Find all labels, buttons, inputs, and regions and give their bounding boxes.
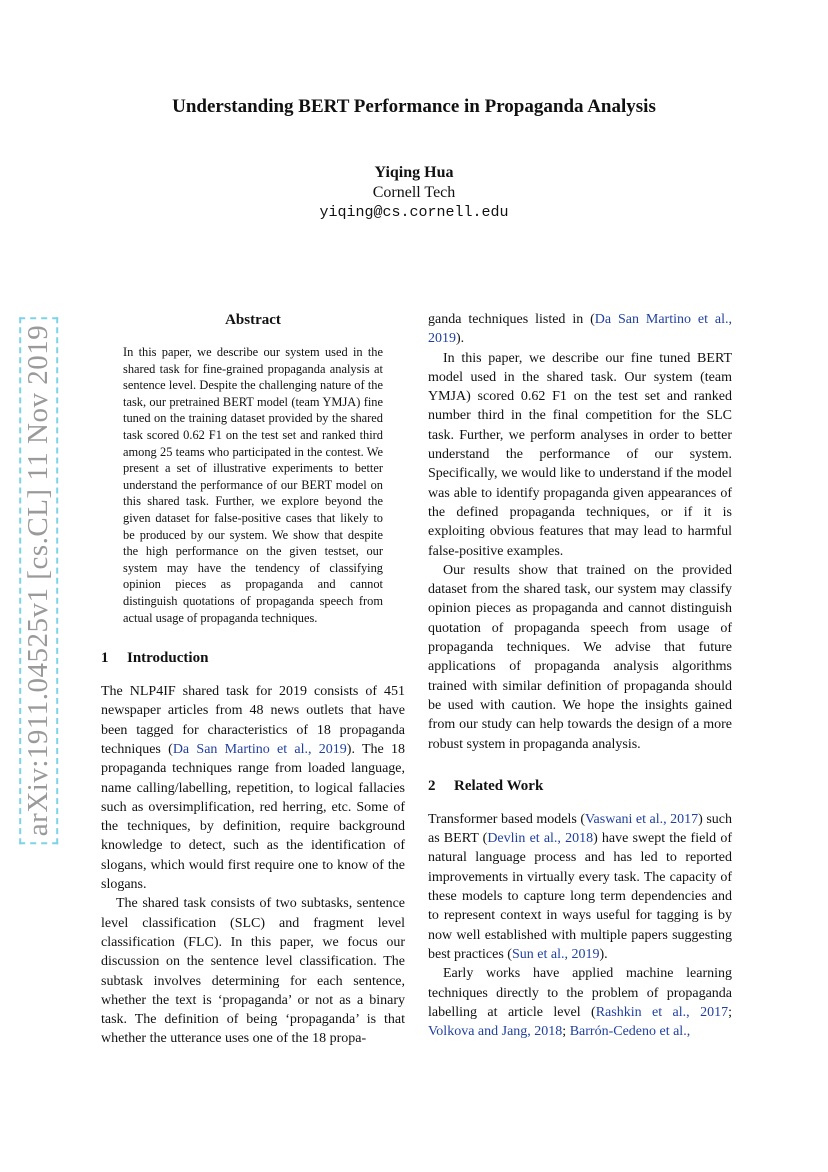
text-span: ).: [599, 946, 608, 962]
abstract-text: In this paper, we describe our system used in the shared task for fine-grained propaganda analysis at sentence level. Despite the challenging nature of the task, our pretrained BERT model (team YMJA) fine tuned on the training dataset provided by the shared task scored 0.62 F1 on the test set and ranked third among 25 teams who participated in the contest. We present a set of illustrative experiments to better understand the performance of our BERT model on this shared task. Further, we explore beyond the given dataset for false-positive cases that likely to be produced by our system. We show that despite the high performance on the given testset, our system may have the tendency of classifying opinion pieces as propaganda and cannot distinguish quotations of propaganda speech from actual usage of propaganda techniques.: [123, 345, 383, 625]
citation-link[interactable]: Sun et al., 2019: [511, 946, 600, 962]
citation-link[interactable]: Vaswani et al., 2017: [584, 811, 699, 827]
text-span: ganda techniques listed in (: [428, 312, 595, 327]
citation-link[interactable]: Da San Martino et al., 2019: [428, 312, 732, 347]
abstract-heading: Abstract: [225, 312, 281, 328]
section-heading-introduction: [101, 648, 405, 668]
related-paragraph-1: [428, 810, 732, 964]
author-block: [0, 163, 828, 223]
author-email: yiqing@cs.cornell.edu: [319, 204, 509, 221]
section-title: Related Work: [454, 777, 544, 794]
section-heading-related-work: [428, 776, 732, 796]
right-column: [428, 310, 732, 1041]
text-span: Early works have applied machine learning techniques directly to the problem of propaganda labelling at article level (: [428, 966, 732, 1020]
text-span: ;: [562, 1024, 570, 1040]
citation-link[interactable]: Da San Martino et al., 2019: [172, 741, 347, 757]
related-paragraph-2: [428, 964, 732, 1041]
author-affiliation: Cornell Tech: [372, 184, 456, 201]
text-span: ). The 18 propaganda techniques range from loaded language, name calling/labelling, repetition, to logical fallacies such as oversimplification, red herring, etc. Some of the techniques, by definition, require background knowledge to detect, such as the identification of slogans, which would first require one to know of the slogans.: [101, 741, 406, 893]
intro-paragraph-5: Our results show that trained on the provided dataset from the shared task, our system may classify opinion pieces as propaganda and cannot distinguish quotation of propaganda speech from usage of propaganda techniques. We advise that future applications of propaganda analysis algorithms trained with similar definition of propaganda should be used with caution. We hope the insights gained from our study can help towards the design of a more robust system in propaganda analysis.: [428, 562, 732, 752]
intro-paragraph-1: [101, 682, 405, 894]
citation-link[interactable]: Barrón-Cedeno et al.,: [569, 1024, 691, 1040]
text-span: The NLP4IF shared task for 2019 consists of 451 newspaper articles from 48 news outlets that have been tagged for characteristics of 18 propaganda techniques (: [101, 684, 405, 757]
author-name: Yiqing Hua: [374, 164, 454, 181]
text-span: ) have swept the field of natural language process and has led to reported improvements in virtually every task. The capacity of these models to capture long term dependencies and to represent context in ways useful for tagging is by now well established with multiple papers suggesting best practices (: [428, 831, 732, 962]
section-title: Introduction: [127, 650, 209, 667]
citation-link[interactable]: Devlin et al., 2018: [487, 831, 594, 847]
text-span: ) such as BERT (: [428, 811, 732, 847]
paper-title: Understanding BERT Performance in Propaganda Analysis: [172, 96, 656, 117]
left-column: [101, 310, 405, 1049]
intro-paragraph-4: In this paper, we describe our fine tuned BERT model used in the shared task. Our system (team YMJA) scored 0.62 F1 on the test set and ranked number third in the final competition for the SLC task. Further, we perform analyses in order to better understand the performance of our system. Specifically, we would like to understand if the model was able to identify propaganda given appearances of the defined propaganda techniques, or if it is exploiting obvious features that may lead to harmful false-positive examples.: [428, 350, 732, 559]
citation-link[interactable]: Rashkin et al., 2017: [595, 1004, 729, 1020]
intro-paragraph-3: [428, 310, 732, 349]
text-span: ).: [456, 331, 465, 347]
section-number: 1: [101, 650, 109, 667]
text-span: ;: [728, 1004, 732, 1020]
section-number: 2: [428, 777, 436, 794]
citation-link[interactable]: Volkova and Jang, 2018: [428, 1024, 563, 1040]
arxiv-id: arXiv:1911.04525v1 [cs.CL] 11 Nov 2019: [20, 316, 59, 843]
text-span: Transformer based models (: [428, 811, 585, 827]
arxiv-stamp: [18, 324, 60, 836]
intro-paragraph-2: The shared task consists of two subtasks, sentence level classification (SLC) and fragment level classification (FLC). In this paper, we focus our discussion on the sentence level classification. The subtask involves determining for each sentence, whether the text is ‘propaganda’ or not as a binary task. The definition of being ‘propaganda’ is that whether the utterance uses one of the 18 propa-: [101, 896, 405, 1047]
